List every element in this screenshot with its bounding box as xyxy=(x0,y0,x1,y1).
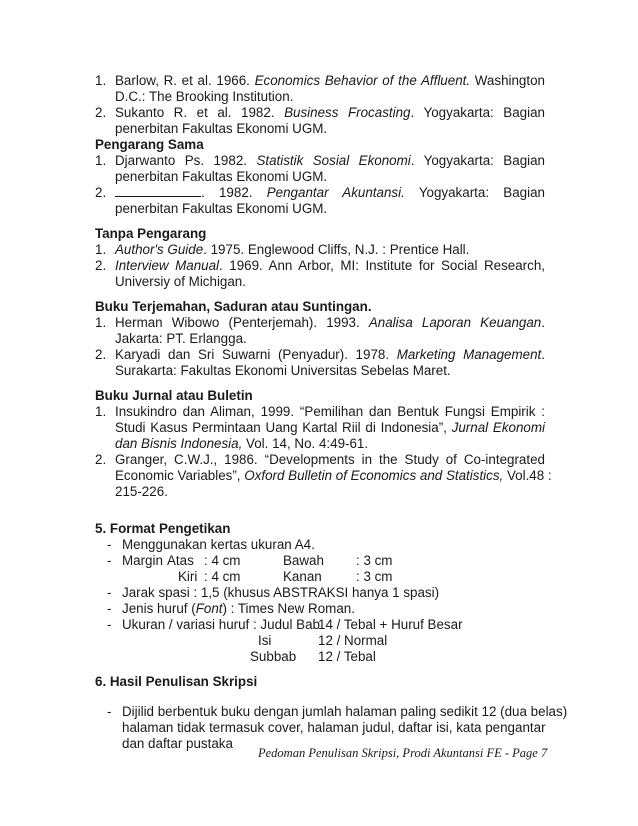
reference-text: . xyxy=(541,347,545,362)
margin-side: Atas xyxy=(167,553,194,568)
reference-line xyxy=(115,468,552,484)
reference-item xyxy=(95,153,546,185)
format-item: Jarak spasi : 1,5 (khusus ABSTRAKSI hanya 1 spasi) xyxy=(122,585,440,600)
reference-text: Vol. 14, No. 4:49-61. xyxy=(242,436,369,451)
margin-value: : 3 cm xyxy=(356,553,393,568)
margin-value: : 3 cm xyxy=(356,569,393,584)
section-heading: 6. Hasil Penulisan Skripsi xyxy=(95,674,258,689)
reference-title: Business Frocasting xyxy=(284,105,411,120)
format-item: Ukuran / variasi huruf : Judul Bab xyxy=(122,617,320,632)
font-size-value: 12 / Normal xyxy=(318,633,388,648)
reference-item xyxy=(95,347,545,379)
font-level-label: Isi xyxy=(258,633,272,648)
reference-line xyxy=(115,73,545,89)
reference-text: . 1969. Ann Arbor, MI: Institute for Social Research, xyxy=(219,258,545,273)
margin-side: Bawah xyxy=(283,553,324,568)
format-item xyxy=(122,601,355,617)
reference-item xyxy=(95,258,545,290)
reference-text: Herman Wibowo (Penterjemah). 1993. xyxy=(115,315,369,330)
reference-line xyxy=(115,105,545,121)
list-number: 2. xyxy=(95,185,107,200)
reference-title: Jurnal Ekonomi xyxy=(451,420,545,435)
paragraph-line: Dijilid berbentuk buku dengan jumlah halaman paling sedikit 12 (dua belas) xyxy=(122,704,568,719)
reference-text: Karyadi dan Sri Suwarni (Penyadur). 1978. xyxy=(115,347,397,362)
reference-title: Statistik Sosial Ekonomi xyxy=(256,153,411,168)
section-heading: Pengarang Sama xyxy=(95,137,204,152)
list-number: 1. xyxy=(95,153,107,168)
font-level-label: Subbab xyxy=(250,649,297,664)
reference-item xyxy=(95,452,552,500)
list-number: 2. xyxy=(95,258,107,273)
section-heading: 5. Format Pengetikan xyxy=(95,521,231,536)
format-text: ) : Times New Roman. xyxy=(222,601,355,616)
reference-title: Oxford Bulletin of Economics and Statistics, xyxy=(244,468,504,483)
reference-item xyxy=(95,315,545,347)
page-footer: Pedoman Penulisan Skripsi, Prodi Akuntansi FE - Page 7 xyxy=(258,746,548,760)
reference-text: Barlow, R. et al. 1966. xyxy=(115,73,255,88)
reference-text: . Yogyakarta: Bagian xyxy=(410,105,545,120)
reference-line: penerbitan Fakultas Ekonomi UGM. xyxy=(115,201,328,216)
bullet-dash: - xyxy=(107,617,112,632)
reference-text: Yogyakarta: Bagian xyxy=(404,185,545,200)
reference-line: Universiy of Michigan. xyxy=(115,274,246,289)
reference-line xyxy=(115,436,545,452)
reference-line: Insukindro dan Aliman, 1999. “Pemilihan dan Bentuk Fungsi Empirik : xyxy=(115,404,545,419)
reference-title: Pengantar Akuntansi. xyxy=(266,185,405,200)
reference-text: Djarwanto Ps. 1982. xyxy=(115,153,257,168)
reference-line: Granger, C.W.J., 1986. “Developments in the Study of Co-integrated xyxy=(115,452,545,467)
list-number: 1. xyxy=(95,404,107,419)
bullet-dash: - xyxy=(107,585,112,600)
section-heading: Buku Jurnal atau Buletin xyxy=(95,388,253,403)
format-text: Jenis huruf ( xyxy=(122,601,196,616)
bullet-dash: - xyxy=(107,553,112,568)
reference-item xyxy=(95,242,545,258)
reference-line: penerbitan Fakultas Ekonomi UGM. xyxy=(115,121,328,136)
reference-line: Surakarta: Fakultas Ekonomi Universitas Sebelas Maret. xyxy=(115,363,451,378)
reference-item xyxy=(95,185,545,217)
margin-label: Margin xyxy=(122,553,163,568)
reference-text: . 1982. xyxy=(201,185,267,200)
margin-value: : 4 cm xyxy=(204,569,241,584)
reference-text: Economic Variables”, xyxy=(115,468,245,483)
reference-text: Vol.48 : xyxy=(503,468,552,483)
reference-line xyxy=(115,347,545,363)
reference-text: Sukanto R. et al. 1982. xyxy=(115,105,285,120)
margin-side: Kanan xyxy=(283,569,322,584)
font-size-value: 12 / Tebal xyxy=(318,649,376,664)
reference-title: Interview Manual xyxy=(115,258,220,273)
bullet-dash: - xyxy=(107,537,112,552)
font-size-value: 14 / Tebal + Huruf Besar xyxy=(318,617,463,632)
reference-line xyxy=(115,153,545,169)
paragraph-line: halaman tidak termasuk cover, halaman judul, daftar isi, kata pengantar xyxy=(122,720,546,735)
margin-side: Kiri xyxy=(178,569,198,584)
list-number: 2. xyxy=(95,105,107,120)
reference-text: . Yogyakarta: Bagian xyxy=(410,153,546,168)
reference-title: dan Bisnis Indonesia, xyxy=(115,436,243,451)
reference-item xyxy=(95,73,545,105)
list-number: 1. xyxy=(95,315,107,330)
reference-line xyxy=(115,185,545,201)
section-heading: Buku Terjemahan, Saduran atau Suntingan. xyxy=(95,299,372,314)
format-text-italic: Font xyxy=(195,601,223,616)
author-blank-line xyxy=(115,185,201,197)
format-item: Menggunakan kertas ukuran A4. xyxy=(122,537,315,552)
reference-title: Economics Behavior of the Affluent. xyxy=(254,73,471,88)
list-number: 1. xyxy=(95,73,107,88)
reference-line: Jakarta: PT. Erlangga. xyxy=(115,331,247,346)
list-number: 1. xyxy=(95,242,107,257)
reference-text: . xyxy=(541,315,545,330)
list-number: 2. xyxy=(95,452,107,467)
reference-line: D.C.: The Brooking Institution. xyxy=(115,89,294,104)
reference-line xyxy=(115,242,545,258)
reference-line xyxy=(115,258,545,274)
reference-text: Studi Kasus Permintaan Uang Kartal Riil di Indonesia”, xyxy=(115,420,452,435)
reference-line xyxy=(115,420,545,436)
reference-text: . 1975. Englewood Cliffs, N.J. : Prentice Hall. xyxy=(203,242,470,257)
reference-title: Author's Guide xyxy=(115,242,204,257)
margin-value: : 4 cm xyxy=(204,553,241,568)
reference-item xyxy=(95,404,545,452)
reference-line: 215-226. xyxy=(115,484,168,499)
section-heading: Tanpa Pengarang xyxy=(95,226,207,241)
paragraph-line: dan daftar pustaka xyxy=(122,736,233,751)
bullet-dash: - xyxy=(107,601,112,616)
reference-line xyxy=(115,315,545,331)
list-number: 2. xyxy=(95,347,107,362)
bullet-dash: - xyxy=(107,704,112,719)
reference-item xyxy=(95,105,545,137)
reference-title: Analisa Laporan Keuangan xyxy=(368,315,542,330)
reference-title: Marketing Management xyxy=(396,347,542,362)
reference-line: penerbitan Fakultas Ekonomi UGM. xyxy=(115,169,328,184)
reference-text: Washington xyxy=(470,73,545,88)
